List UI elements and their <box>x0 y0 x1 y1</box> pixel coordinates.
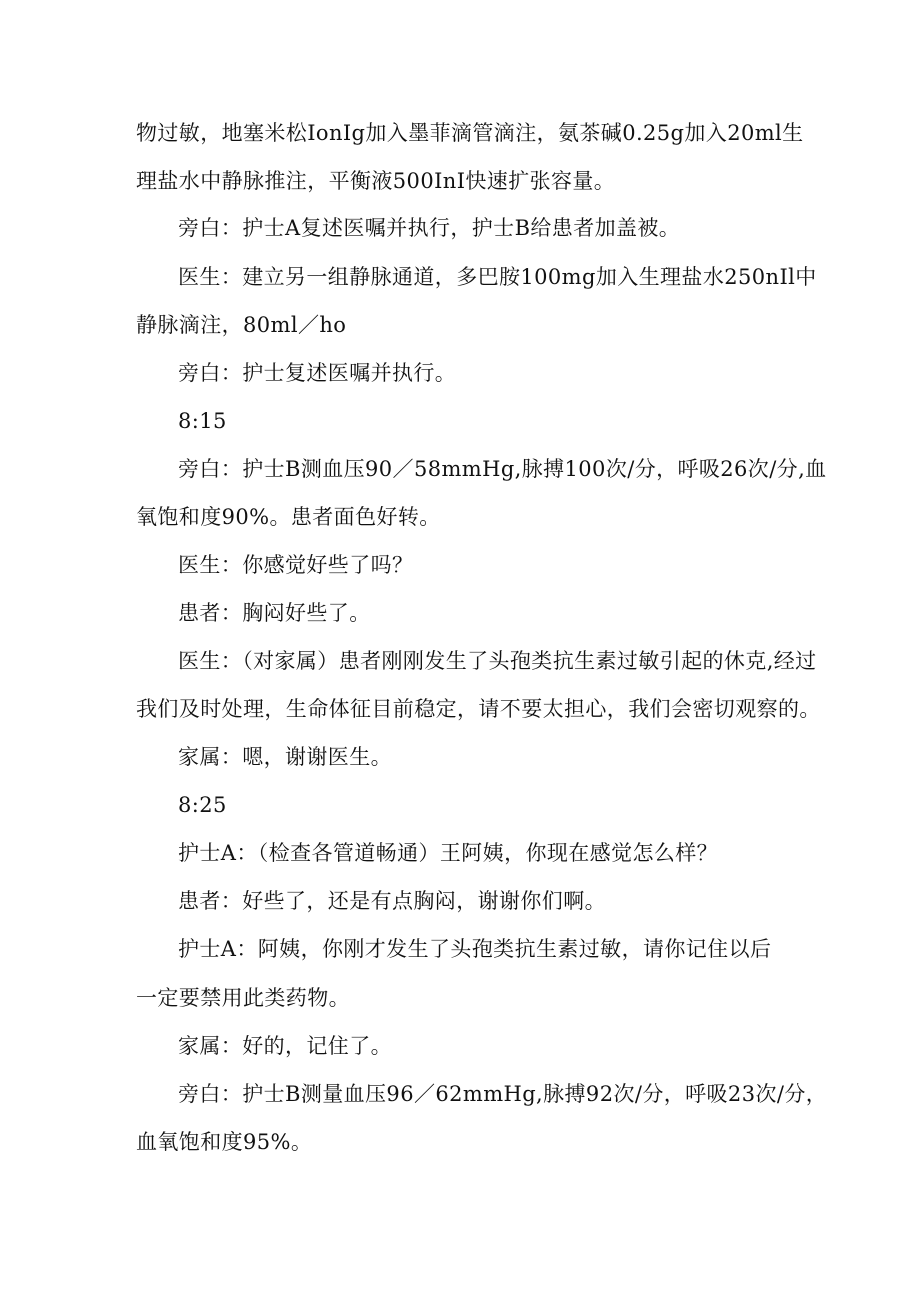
text-line: 氧饱和度90%。患者面色好转。 <box>136 505 441 529</box>
patient-line: 患者：胸闷好些了。 <box>178 601 371 625</box>
text-line: 我们及时处理，生命体征目前稳定，请不要太担心，我们会密切观察的。 <box>136 697 821 721</box>
time-stamp: 8:15 <box>178 409 227 433</box>
patient-line: 患者：好些了，还是有点胸闷，谢谢你们啊。 <box>178 889 606 913</box>
nurse-line: 护士A：阿姨，你刚才发生了头孢类抗生素过敏，请你记住以后 <box>178 937 772 961</box>
narration-line: 旁白：护士B测血压90／58mmHg,脉搏100次/分，呼吸26次/分,血 <box>178 457 827 481</box>
text-line: 血氧饱和度95%。 <box>136 1130 313 1154</box>
family-line: 家属：好的，记住了。 <box>178 1034 392 1058</box>
narration-line: 旁白：护士复述医嘱并执行。 <box>178 361 457 385</box>
doctor-line: 医生：你感觉好些了吗？ <box>178 553 414 577</box>
text-line: 理盐水中静脉推注，平衡液500InI快速扩张容量。 <box>136 169 616 193</box>
narration-line: 旁白：护士A复述医嘱并执行，护士B给患者加盖被。 <box>178 216 681 240</box>
doctor-line: 医生：建立另一组静脉通道，多巴胺100mg加入生理盐水250nIl中 <box>178 265 817 289</box>
family-line: 家属：嗯，谢谢医生。 <box>178 745 392 769</box>
doctor-line: 医生：（对家属）患者刚刚发生了头孢类抗生素过敏引起的休克,经过 <box>178 649 817 673</box>
time-stamp: 8:25 <box>178 793 227 817</box>
narration-line: 旁白：护士B测量血压96／62mmHg,脉搏92次/分，呼吸23次/分， <box>178 1082 828 1106</box>
text-line: 静脉滴注，80ml／ho <box>136 313 347 337</box>
text-line: 一定要禁用此类药物。 <box>136 986 350 1010</box>
text-line: 物过敏，地塞米松IonIg加入墨菲滴管滴注，氨茶碱0.25g加入20ml生 <box>136 121 804 145</box>
nurse-line: 护士A：（检查各管道畅通）王阿姨，你现在感觉怎么样？ <box>178 841 719 865</box>
